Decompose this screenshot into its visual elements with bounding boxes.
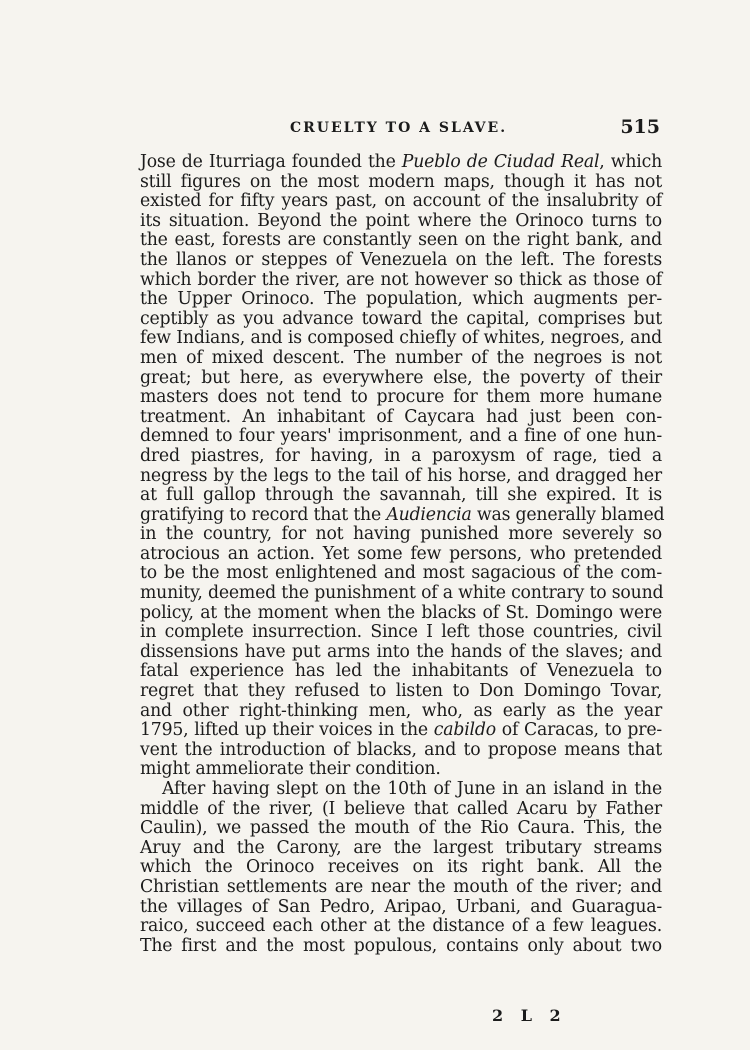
- page-number: 515: [620, 116, 660, 138]
- text-line: the llanos or steppes of Venezuela on the left. The forests: [140, 249, 662, 270]
- text-line: regret that they refused to listen to Don Domingo Tovar,: [140, 681, 662, 702]
- text-line: The first and the most populous, contains only about two: [140, 935, 662, 956]
- text-line: masters does not tend to procure for them more humane: [140, 387, 662, 408]
- text-line: dred piastres, for having, in a paroxysm of rage, tied a: [140, 445, 662, 466]
- text-line: policy, at the moment when the blacks of St. Domingo were: [140, 602, 662, 623]
- italic-term: cabildo: [433, 720, 496, 741]
- text-line: men of mixed descent. The number of the negroes is not: [140, 347, 662, 368]
- text-line: the Upper Orinoco. The population, which augments per-: [140, 289, 662, 310]
- text-line: After having slept on the 10th of June in an island in the: [162, 779, 662, 799]
- text-line: to be the most enlightened and most sagacious of the com-: [140, 563, 662, 584]
- text-line: fatal experience has led the inhabitants of Venezuela to: [140, 661, 662, 682]
- text-line: and other right-thinking men, who, as early as the year: [140, 700, 662, 721]
- text-line: ceptibly as you advance toward the capital, comprises but: [140, 308, 662, 329]
- body-text: [140, 152, 665, 956]
- text-line: dissensions have put arms into the hands of the slaves; and: [140, 641, 662, 662]
- running-head: [140, 118, 660, 142]
- text-line: gratifying to record that the Audiencia was generally blamed: [140, 504, 665, 525]
- text-line: treatment. An inhabitant of Caycara had just been con-: [140, 406, 662, 427]
- text-line: munity, deemed the punishment of a white contrary to sound: [140, 583, 664, 604]
- text-line: its situation. Beyond the point where the Orinoco turns to: [140, 210, 662, 231]
- text-line: middle of the river, (I believe that called Acaru by Father: [140, 798, 662, 819]
- italic-term: Audiencia: [386, 504, 472, 525]
- text-line: demned to four years' imprisonment, and a fine of one hun-: [140, 426, 662, 447]
- text-line: still figures on the most modern maps, though it has not: [140, 171, 662, 192]
- text-line: Christian settlements are near the mouth of the river; and: [140, 876, 662, 897]
- text-line: the east, forests are constantly seen on the right bank, and: [140, 230, 662, 251]
- paragraph: [140, 152, 665, 780]
- text-line: atrocious an action. Yet some few persons, who pretended: [140, 543, 662, 564]
- text-line: the villages of San Pedro, Aripao, Urbani, and Guaragua-: [140, 896, 662, 917]
- italic-term: Pueblo de Ciudad Real: [401, 152, 600, 172]
- text-line: in complete insurrection. Since I left those countries, civil: [140, 622, 662, 643]
- printer-signature: 2 L 2: [492, 1006, 567, 1025]
- text-line: in the country, for not having punished more severely so: [140, 524, 662, 545]
- text-line: at full gallop through the savannah, till she expired. It is: [140, 485, 662, 506]
- text-line: Caulin), we passed the mouth of the Rio Caura. This, the: [140, 818, 662, 839]
- text-line: 1795, lifted up their voices in the cabildo of Caracas, to pre-: [140, 720, 662, 741]
- text-line: Aruy and the Carony, are the largest tributary streams: [140, 837, 662, 858]
- text-line: few Indians, and is composed chiefly of whites, negroes, and: [140, 328, 662, 349]
- text-line: which border the river, are not however so thick as those of: [140, 269, 662, 290]
- text-line: Jose de Iturriaga founded the Pueblo de Ciudad Real, which: [140, 152, 662, 172]
- text-line: raico, succeed each other at the distance of a few leagues.: [140, 916, 662, 937]
- text-line: might ammeliorate their condition.: [140, 759, 441, 780]
- text-line: negress by the legs to the tail of his horse, and dragged her: [140, 465, 662, 486]
- text-line: vent the introduction of blacks, and to propose means that: [140, 739, 662, 760]
- paragraph: [140, 780, 662, 956]
- text-line: existed for fifty years past, on account of the insalubrity of: [140, 191, 662, 212]
- text-line: great; but here, as everywhere else, the poverty of their: [140, 367, 662, 388]
- running-title: CRUELTY TO A SLAVE.: [290, 120, 508, 136]
- text-line: which the Orinoco receives on its right bank. All the: [140, 857, 662, 878]
